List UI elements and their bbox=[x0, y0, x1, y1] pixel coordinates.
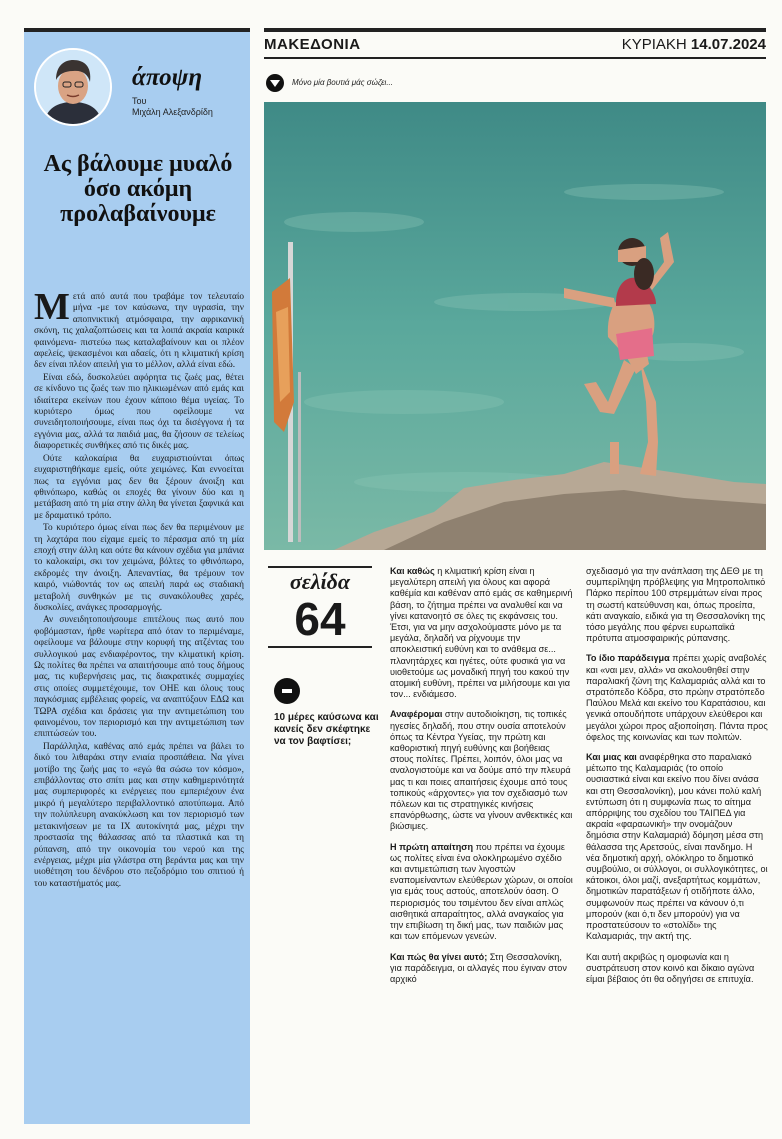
paragraph-lead: Και καθώς bbox=[390, 566, 435, 576]
teaser-text: 10 μέρες καύσωνα και κανείς δεν σκέφτηκε να τον βαφτίσει; bbox=[274, 712, 379, 747]
column-paragraph bbox=[586, 653, 768, 743]
section-rule bbox=[264, 57, 766, 59]
article-column-2 bbox=[390, 566, 575, 994]
column-paragraph bbox=[586, 566, 768, 644]
body-paragraph: Είναι εδώ, δυσκολεύει αφόρητα τις ζωές μας, θέτει σε κίνδυνο τις ζωές των πιο ηλικιωμένων από εμάς και ιδιαίτερα εκείνων που έχουν κάποιο θέμα υγείας. Το κυριότερο όμως που οφείλουμε να συνειδητοποιήσουμε, είναι πως όχι τα δισέγγονα ή τα εγγόνια μας, αλλά τα παιδιά μας, θα ζήσουν σε τελείως διαφορετικές συνθήκες από τις δικές μας. bbox=[34, 372, 244, 452]
top-rule bbox=[264, 28, 766, 32]
paragraph-text: αναφέρθηκα στο παραλιακό μέτωπο της Καλαμαριάς (το οποίο ουσιαστικά είναι και εκείνο που δίνει ανάσα και στη Θεσσαλονίκη), μου κάνει πολύ καλή εντύπωση ότι η συμφωνία πως το αίτημα απόρριψης του σχεδίου του ΤΑΙΠΕΔ για ακραία «φαραωνική» την ονομάζουν δημόσια στην Καλαμαριά) δόμηση μέσα στη θάλασσα της Αρετσούς, είναι πανδημο. Η νέα δημοτική αρχή, ολόκληρο το δημοτικό συμβούλιο, οι σύλλογοι, οι συλλογικότητες, οι κάτοικοι, όλοι μαζί, ανεξαρτήτως κομμάτων, δημοτικών παρατάξεων ή οτιδήποτε άλλο, συμφωνούν πως πρέπει να κάνουν ό,τι μπορούν (και ό,τι δεν μπορούν) για να προστατεύσουν το «στολίδι» της Καλαμαριάς, την ακτή της. bbox=[586, 752, 768, 942]
opinion-column bbox=[24, 28, 250, 1124]
author-photo bbox=[34, 48, 112, 126]
column-paragraph bbox=[390, 709, 575, 832]
issue-day: ΚΥΡΙΑΚΗ bbox=[621, 36, 687, 53]
byline-prefix: Του bbox=[132, 96, 147, 106]
page-marker-word: σελίδα bbox=[268, 566, 372, 594]
body-paragraph: Το κυριότερο όμως είναι πως δεν θα περιμένουν με τη λαχτάρα που είχαμε εμείς το πέρασμα από τη μία εποχή στην άλλη και ούτε θα κάνουν σχέδια για μπάνια το καλοκαίρι, σκι τον χειμώνα, βόλτες το φθινόπωρο, εκδρομές την άνοιξη. Απεναντίας, θα τρέμουν τον καιρό, νιώθοντάς τον ως απειλή παρά ως σταδιακή μεταβολή συνθηκών με τις συνακόλουθες χαρές, δυσκολίες, ανάγκες προσαρμογής. bbox=[34, 523, 244, 613]
body-paragraph: Αν συνειδητοποιήσουμε επιτέλους πως αυτό που φοβόμασταν, ήρθε νωρίτερα από όταν το περιμέναμε, οφείλουμε να βάλουμε στην κορυφή της ατζέντας του συλλογικού μας ενδιαφέροντος, την κλιματική κρίση. Ως πολίτες θα πρέπει να απαιτήσουμε από τους δήμους μας, τις κυβερνήσεις μας, τις διακρατικές συμμαχίες στις οποίες συμμετέχουμε, τον ΟΗΕ και όλους τους παγκόσμιας εμβέλειας φορείς, να αναπτύξουν ΕΔΩ και ΤΩΡΑ σχέδια και δράσεις για την αντιμετώπιση του φαινομένου, τον περιορισμό και την αντιμετώπιση των επιπτώσεών του. bbox=[34, 615, 244, 740]
paragraph-text: Στη Θεσσαλονίκη, για παράδειγμα, οι αλλαγές που έγιναν στον αρχικό bbox=[390, 951, 567, 984]
minus-circle-icon bbox=[274, 678, 300, 704]
paragraph-text: στην αυτοδιοίκηση, τις τοπικές ηγεσίες δηλαδή, που στην ουσία αποτελούν όπως τα Κέντρα Υγείας, την πρώτη και καθοριστική πηγή ευθύνης και βοήθειας στους πολίτες. Πρέπει, λοιπόν, όλοι μας να αναλογιστούμε και να δούμε από την πλευρά μας τι και ποιες απαιτήσεις έχουμε από τους τοπικούς «άρχοντες» για τον σχεδιασμό των πόλεων και τις στρατηγικές κινήσεις επανόρθωσης, ώστε να γίνουν ανθεκτικές και βιώσιμες. bbox=[390, 709, 573, 832]
paragraph-lead: Και μιας και bbox=[586, 752, 637, 763]
page-number: 64 bbox=[268, 594, 372, 648]
opinion-label: άποψη bbox=[132, 64, 203, 91]
article-column-3 bbox=[586, 566, 768, 994]
body-paragraph: Μετά από αυτά που τραβάμε τον τελευταίο μήνα -με τον καύσωνα, την υγρασία, την αποπνικτική ατμόσφαιρα, την αφρικανική σκόνη, τις χαλαζοπτώσεις και τα λοιπά ακραία καιρικά φαινόμενα- πιστεύω πως καταλαβαίνουν και οι πλέον αφελείς, ψεκασμένοι και αδαείς, ότι η κλιματική κρίση δεν είναι πλέον απειλή για το μέλλον, αλλά είναι εδώ. bbox=[34, 286, 244, 371]
body-paragraph: Ούτε καλοκαίρια θα ευχαριστιούνται όπως ευχαριστηθήκαμε εμείς, ούτε χειμώνες. Και εννοείται πως τα εγγόνια μας δεν θα ξέρουν άνοιξη και φθινόπωρο, καθώς οι εποχές θα γίνουν δύο και η μετάβαση από τη μία στην άλλη θα γίνεται ξαφνικά και με δραματικό τρόπο. bbox=[34, 453, 244, 521]
paragraph-lead: Η πρώτη απαίτηση bbox=[390, 841, 474, 852]
paragraph-lead: Το ίδιο παράδειγμα bbox=[586, 653, 670, 664]
triangle-down-icon bbox=[266, 74, 284, 92]
issue-date bbox=[622, 36, 766, 53]
paragraph-text: πρέπει χωρίς αναβολές και «ναι μεν, αλλά» να ακολουθηθεί στην παραλιακή ζώνη της Καλαμαριάς αλλά και το στρατόπεδο Κόδρα, στο πρώην στρατόπεδο Παύλου Μελά και εκείνο του Καρατάσιου, και γενικά οπουδήποτε υπάρχουν ελεύθεροι και μεγάλοι χώροι προς αξιοποίηση. Πάντα προς όφελος της κοινωνίας και των πολιτών. bbox=[586, 653, 768, 742]
issue-date-value: 14.07.2024 bbox=[690, 36, 766, 53]
body-paragraph: Παράλληλα, καθένας από εμάς πρέπει να βάλει το δικό του λιθαράκι στην ενιαία προσπάθεια. Να γίνει μοτίβο της ζωής μας το «εγώ θα σώσω τον κόσμο», επιβάλλοντας στο σπίτι μας και στην καθημερινότητά μας συμπεριφορές κι ενέργειες που εμπεριέχουν ένα μικρό ή μεγαλύτερο περιβαλλοντικό αποτύπωμα. Από την πολύπλευρη ανακύκλωση και τον περιορισμό των μετακινήσεων με τα IX αυτοκίνητά μας, μέχρι την προστασία της θάλασσας από τα πλαστικά και τη ρύπανση, από την οικονομία του νερού και της ενέργειας, μέχρι μία γλάστρα στη βεράντα μας και την υιοθέτηση του δένδρου στο πεζοδρόμιο του σπιτιού ή του καταστήματός μας. bbox=[34, 741, 244, 889]
author-byline bbox=[132, 96, 213, 118]
column-paragraph bbox=[390, 842, 575, 943]
paragraph-lead: Και πώς θα γίνει αυτό; bbox=[390, 951, 488, 962]
column-paragraph bbox=[586, 752, 768, 942]
photo-caption: Μόνο μία βουτιά μάς σώζει... bbox=[292, 78, 393, 87]
column-paragraph bbox=[390, 952, 575, 986]
column-paragraph bbox=[586, 952, 768, 986]
page-marker bbox=[268, 566, 372, 648]
paragraph-text: Και αυτή ακριβώς η ομοφωνία και η συστράτευση στον κοινό και δίκαιο αγώνα είμαι βέβαιος ότι θα οδηγήσει σε επιτυχία. bbox=[586, 951, 755, 984]
paragraph-text: που πρέπει να έχουμε ως πολίτες είναι ένα ολοκληρωμένο σχέδιο και αντιμετώπιση των λιγοστών εναπομείναντων ελεύθερων χώρων, οι οποίοι για εμάς τους αστούς, αποτελούν όαση. Ο περιορισμός του τσιμέντου δεν είναι απλώς αισθητικά απαραίτητος, αλλά αναγκαίος για την επιβίωση τη δική μας, των παιδιών μας και των επόμενων γενεών. bbox=[390, 841, 573, 942]
paragraph-text: σχεδιασμό για την ανάπλαση της ΔΕΘ με τη συμπερίληψη πρόβλεψης για Μητροπολιτικό Πάρκο περίπου 100 στρεμμάτων είναι προς τη σωστή κατεύθυνση και, όπως προείπα, κάτι αναγκαίο, ειδικά για τη Θεσσαλονίκη της τόσο μεγάλης που φέρνει ευρωπαϊκά πρότυπα ατμοσφαιρικής ρύπανσης. bbox=[586, 566, 766, 644]
article-headline: Ας βάλουμε μυαλό όσο ακόμη προλαβαίνουμε bbox=[43, 151, 233, 227]
author-name: Μιχάλη Αλεξανδρίδη bbox=[132, 107, 213, 117]
column-paragraph bbox=[390, 566, 575, 700]
paragraph-lead: Αναφέρομαι bbox=[390, 709, 443, 720]
paragraph-text: η κλιματική κρίση είναι η μεγαλύτερη απειλή για όλους και αφορά καθέμία και καθέναν από εμάς σε καθημερινή βάση, το ζήτημα πρέπει να αναλυθεί και να γίνει κατανοητό σε όλες τις εκφάνσεις του. Έτσι, για να μην ασχολούμαστε μόνο με τα μεγάλα, δηλαδή να ρίχνουμε την αποκλειστική ευθύνη και το ανάθεμα σε... πλανητάρχες και ηγέτες, ούτε φυσικά για να υιοθετούμε ως μοναδική πηγή του κακού την ατομική ευθύνη, πρέπει να μιλήσουμε και για τον... ενδιάμεσο. bbox=[390, 566, 573, 700]
section-title: ΜΑΚΕΔΟΝΙΑ bbox=[264, 36, 361, 53]
opinion-body bbox=[34, 286, 244, 891]
feature-photo bbox=[264, 102, 766, 550]
